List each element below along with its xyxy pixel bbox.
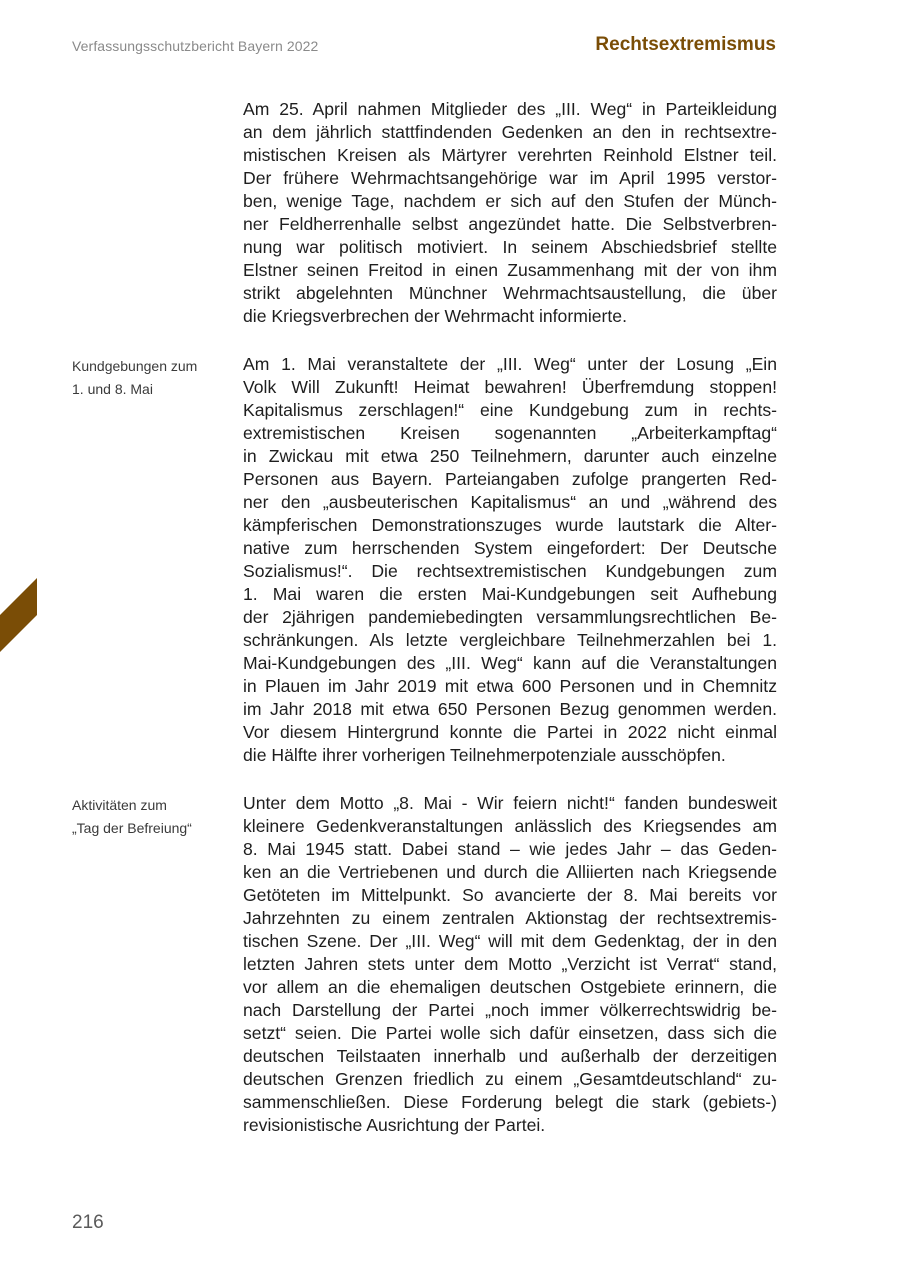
chapter-title: Rechtsextremismus bbox=[595, 34, 776, 55]
text-line: letzten Jahren stets unter dem Motto „Verzicht ist Verrat“ stand, bbox=[243, 954, 777, 974]
chapter-tab-marker bbox=[0, 578, 37, 652]
text-line: Elstner seinen Freitod in einen Zusammenhang mit der von ihm bbox=[243, 260, 777, 280]
text-line: in Zwickau mit etwa 250 Teilnehmern, darunter auch einzelne bbox=[243, 446, 777, 466]
text-line: strikt abgelehnten Münchner Wehrmachtsaustellung, die über bbox=[243, 283, 777, 303]
report-title: Verfassungsschutzbericht Bayern 2022 bbox=[72, 38, 319, 54]
text-line: kleinere Gedenkveranstaltungen anlässlich des Kriegsendes am bbox=[243, 816, 777, 836]
text-line: extremistischen Kreisen sogenannten „Arbeiterkampftag“ bbox=[243, 423, 777, 443]
text-line: 1. Mai waren die ersten Mai-Kundgebungen seit Aufhebung bbox=[243, 584, 777, 604]
page-number: 216 bbox=[72, 1212, 104, 1233]
text-line: Vor diesem Hintergrund konnte die Partei in 2022 nicht einmal bbox=[243, 722, 777, 742]
text-line: mistischen Kreisen als Märtyrer verehrten Reinhold Elstner teil. bbox=[243, 145, 777, 165]
body-paragraph bbox=[243, 792, 777, 1137]
text-line: Am 1. Mai veranstaltete der „III. Weg“ unter der Losung „Ein bbox=[243, 354, 777, 374]
text-line: Personen aus Bayern. Parteiangaben zufolge prangerten Red- bbox=[243, 469, 777, 489]
text-line: ben, wenige Tage, nachdem er sich auf den Stufen der Münch- bbox=[243, 191, 777, 211]
margin-note-line: „Tag der Befreiung“ bbox=[72, 820, 192, 836]
text-line: deutschen Grenzen friedlich zu einem „Gesamtdeutschland“ zu- bbox=[243, 1069, 777, 1089]
text-line: schränkungen. Als letzte vergleichbare Teilnehmerzahlen bei 1. bbox=[243, 630, 777, 650]
text-line: in Plauen im Jahr 2019 mit etwa 600 Personen und in Chemnitz bbox=[243, 676, 777, 696]
text-line: revisionistische Ausrichtung der Partei. bbox=[243, 1115, 546, 1135]
text-line: Unter dem Motto „8. Mai - Wir feiern nicht!“ fanden bundesweit bbox=[243, 793, 777, 813]
text-line: deutschen Teilstaaten innerhalb und außerhalb der derzeitigen bbox=[243, 1046, 777, 1066]
text-line: sammenschließen. Diese Forderung belegt die stark (gebiets-) bbox=[243, 1092, 777, 1112]
body-paragraph bbox=[243, 353, 777, 767]
text-line: an dem jährlich stattfindenden Gedenken an den in rechtsextre- bbox=[243, 122, 777, 142]
text-line: im Jahr 2018 mit etwa 650 Personen Bezug genommen werden. bbox=[243, 699, 777, 719]
text-line: Jahrzehnten zu einem zentralen Aktionstag der rechtsextremis- bbox=[243, 908, 777, 928]
margin-note-line: 1. und 8. Mai bbox=[72, 381, 153, 397]
text-line: ner den „ausbeuterischen Kapitalismus“ an und „während des bbox=[243, 492, 777, 512]
text-line: setzt“ seien. Die Partei wolle sich dafür einsetzen, dass sich die bbox=[243, 1023, 777, 1043]
text-line: 8. Mai 1945 statt. Dabei stand – wie jedes Jahr – das Geden- bbox=[243, 839, 777, 859]
text-line: native zum herrschenden System eingefordert: Der Deutsche bbox=[243, 538, 777, 558]
text-line: tischen Szene. Der „III. Weg“ will mit dem Gedenktag, der in den bbox=[243, 931, 777, 951]
text-line: nung war politisch motiviert. In seinem Abschiedsbrief stellte bbox=[243, 237, 777, 257]
text-line: kämpferischen Demonstrationszuges wurde lautstark die Alter- bbox=[243, 515, 777, 535]
text-line: Am 25. April nahmen Mitglieder des „III. Weg“ in Parteikleidung bbox=[243, 99, 777, 119]
text-line: nach Darstellung der Partei „noch immer völkerrechtswidrig be- bbox=[243, 1000, 777, 1020]
text-line: Mai-Kundgebungen des „III. Weg“ kann auf die Veranstaltungen bbox=[243, 653, 777, 673]
text-line: Getöteten im Mittelpunkt. So avancierte der 8. Mai bereits vor bbox=[243, 885, 777, 905]
margin-note-line: Aktivitäten zum bbox=[72, 797, 167, 813]
text-line: Kapitalismus zerschlagen!“ eine Kundgebung zum in rechts- bbox=[243, 400, 777, 420]
text-line: vor allem an die ehemaligen deutschen Ostgebiete erinnern, die bbox=[243, 977, 777, 997]
text-line: der 2jährigen pandemiebedingten versammlungsrechtlichen Be- bbox=[243, 607, 777, 627]
text-line: Sozialismus!“. Die rechtsextremistischen Kundgebungen zum bbox=[243, 561, 777, 581]
margin-note bbox=[72, 794, 222, 840]
text-line: Der frühere Wehrmachtsangehörige war im April 1995 verstor- bbox=[243, 168, 777, 188]
text-line: die Kriegsverbrechen der Wehrmacht informierte. bbox=[243, 306, 627, 326]
margin-note-line: Kundgebungen zum bbox=[72, 358, 198, 374]
text-line: ner Feldherrenhalle selbst angezündet hatte. Die Selbstverbren- bbox=[243, 214, 777, 234]
text-line: die Hälfte ihrer vorherigen Teilnehmerpotenziale ausschöpfen. bbox=[243, 745, 726, 765]
margin-note bbox=[72, 355, 222, 401]
text-line: ken an die Vertriebenen und durch die Alliierten nach Kriegsende bbox=[243, 862, 777, 882]
body-paragraph bbox=[243, 98, 777, 328]
text-line: Volk Will Zukunft! Heimat bewahren! Überfremdung stoppen! bbox=[243, 377, 777, 397]
